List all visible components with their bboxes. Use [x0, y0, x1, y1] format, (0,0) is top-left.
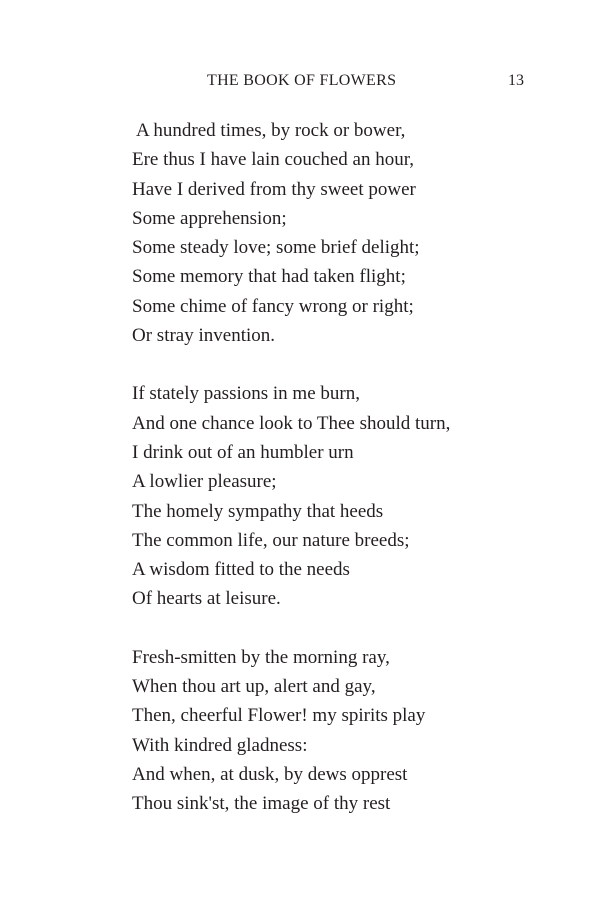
poem-line: If stately passions in me burn,	[132, 383, 360, 405]
poem-line: The common life, our nature breeds;	[132, 529, 410, 551]
poem-line: Some apprehension;	[132, 207, 287, 229]
running-title: THE BOOK OF FLOWERS	[207, 72, 397, 89]
poem-line: A hundred times, by rock or bower,	[136, 120, 406, 141]
stanza-3	[132, 643, 572, 819]
poem-line: Thou sink'st, the image of thy rest	[132, 793, 391, 815]
poem-line: Of hearts at leisure.	[132, 588, 281, 610]
poem-body	[132, 116, 572, 819]
poem-line: Some chime of fancy wrong or right;	[132, 295, 414, 317]
stanza-1	[132, 116, 572, 350]
poem-line: When thou art up, alert and gay,	[132, 676, 376, 698]
poem-line: Some memory that had taken flight;	[132, 266, 406, 288]
stanza-2	[132, 379, 572, 613]
poem-line: Some steady love; some brief delight;	[132, 237, 420, 259]
poem-line: Fresh-smitten by the morning ray,	[132, 646, 390, 668]
poem-line: With kindred gladness:	[132, 734, 308, 756]
poem-line: A wisdom fitted to the needs	[132, 559, 350, 581]
poem-line: I drink out of an humbler urn	[132, 441, 354, 463]
poem-line: A lowlier pleasure;	[132, 471, 277, 493]
poem-line: And when, at dusk, by dews opprest	[132, 763, 408, 785]
poem-line: Then, cheerful Flower! my spirits play	[132, 705, 426, 727]
poem-line: Have I derived from thy sweet power	[132, 178, 416, 200]
poem-line: And one chance look to Thee should turn,	[132, 412, 451, 434]
page-number: 13	[508, 72, 524, 89]
poem-line: Ere thus I have lain couched an hour,	[132, 149, 415, 171]
poem-line: Or stray invention.	[132, 325, 276, 347]
running-header	[0, 72, 600, 92]
poem-line: The homely sympathy that heeds	[132, 500, 384, 522]
